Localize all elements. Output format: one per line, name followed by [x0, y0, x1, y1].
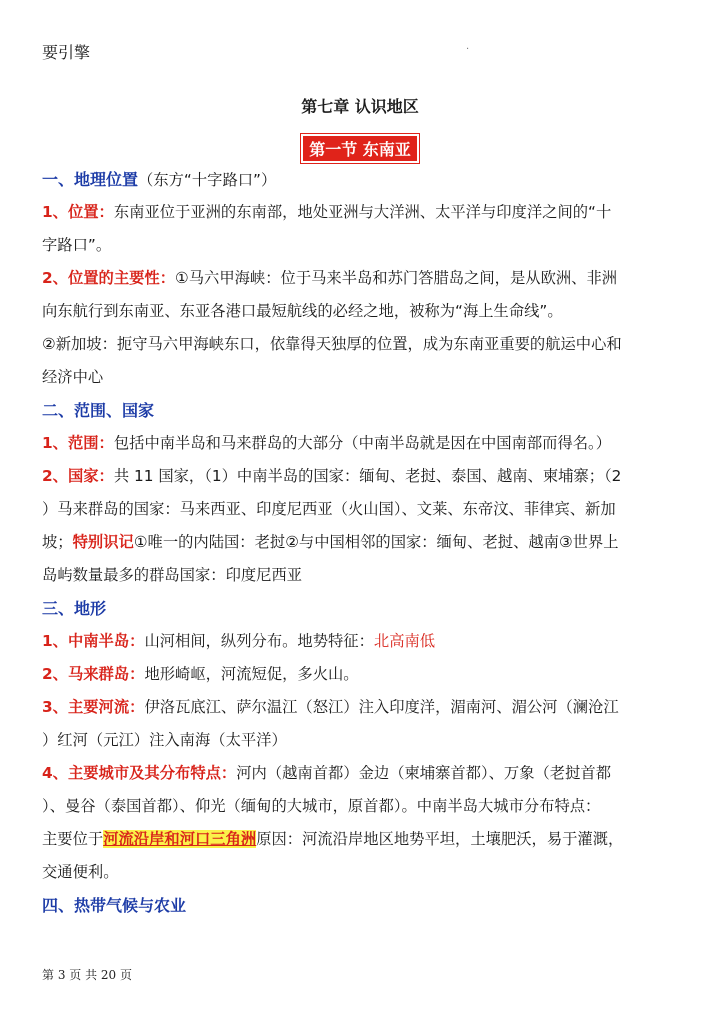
- heading-terrain: 三、地形: [42, 599, 107, 618]
- item-label: 1、范围：: [42, 434, 114, 452]
- item-text: ①唯一的内陆国：老挝②与中国相邻的国家：缅甸、老挝、越南③世界上: [133, 533, 619, 551]
- terrain-feature: 北高南低: [373, 632, 436, 650]
- item-text: ①马六甲海峡：位于马来半岛和苏门答腊岛之间，是从欧洲、非洲: [175, 269, 618, 287]
- chapter-title: 第七章 认识地区: [301, 97, 419, 116]
- paragraph-line: [42, 625, 682, 658]
- item-text: 伊洛瓦底江、萨尔温江（怒江）注入印度洋，湄南河、湄公河（澜沧江: [144, 698, 619, 716]
- item-label: 4、主要城市及其分布特点：: [42, 764, 237, 782]
- section-title-wrap: [0, 134, 720, 163]
- item-label: 1、位置：: [42, 203, 114, 221]
- paragraph-line: [42, 460, 682, 493]
- item-text: 包括中南半岛和马来群岛的大部分（中南半岛就是因在中国南部而得名。）: [113, 434, 611, 452]
- paragraph-line: ）、曼谷（泰国首都）、仰光（缅甸的大城市，原首都）。中南半岛大城市分布特点：: [42, 797, 601, 815]
- speck-mark: ·: [466, 44, 470, 55]
- paragraph-line: [42, 658, 682, 691]
- heading-number: 一、: [42, 170, 75, 189]
- item-label: 2、国家：: [42, 467, 114, 485]
- paragraph-line: ②新加坡：扼守马六甲海峡东口，依靠得天独厚的位置，成为东南亚重要的航运中心和: [42, 335, 622, 353]
- paragraph-line: ）马来群岛的国家：马来西亚、印度尼西亚（火山国）、文莱、东帝汶、菲律宾、新加: [42, 500, 616, 518]
- item-label: 1、中南半岛：: [42, 632, 145, 650]
- paragraph-line: [42, 427, 682, 460]
- heading-climate-agriculture: 四、热带气候与农业: [42, 896, 187, 915]
- heading-geo-location: [42, 163, 682, 196]
- header-note: 要引擎: [42, 43, 91, 62]
- paragraph-line: ）红河（元江）注入南海（太平洋）: [42, 731, 287, 749]
- item-text: 原因：河流沿岸地区地势平坦，土壤肥沃，易于灌溉，: [256, 830, 624, 848]
- paragraph-line: 岛屿数量最多的群岛国家：印度尼西亚: [42, 566, 303, 584]
- heading-scope-countries: 二、范围、国家: [42, 401, 155, 420]
- item-text: 河内（越南首都）金边（柬埔寨首都）、万象（老挝首都: [236, 764, 611, 782]
- item-text: 坡；: [42, 533, 73, 551]
- paragraph-line: [42, 262, 682, 295]
- paragraph-line: 字路口”。: [42, 236, 112, 254]
- item-text: 地形崎岖，河流短促，多火山。: [144, 665, 359, 683]
- paragraph-line: [42, 757, 682, 790]
- paragraph-line: 经济中心: [42, 368, 104, 386]
- paragraph-line: [42, 823, 682, 856]
- paragraph-line: [42, 196, 682, 229]
- section-title: 第一节 东南亚: [301, 134, 419, 163]
- item-label: 2、马来群岛：: [42, 665, 145, 683]
- document-body: [42, 163, 682, 922]
- paragraph-line: 交通便利。: [42, 863, 119, 881]
- item-label: 3、主要河流：: [42, 698, 145, 716]
- paragraph-line: [42, 526, 682, 559]
- paragraph-line: [42, 691, 682, 724]
- item-text: 山河相间，纵列分布。地势特征：: [144, 632, 374, 650]
- item-label: 2、位置的主要性：: [42, 269, 176, 287]
- heading-text: 地理位置: [74, 170, 139, 189]
- item-text: 东南亚位于亚洲的东南部，地处亚洲与大洋洲、太平洋与印度洋之间的“十: [113, 203, 612, 221]
- heading-note: （东方“十字路口”）: [138, 171, 277, 189]
- item-text: 主要位于: [42, 830, 104, 848]
- highlighted-text: 河流沿岸和河口三角洲: [103, 830, 257, 848]
- page-footer: 第 3 页 共 20 页: [42, 968, 132, 982]
- special-note-label: 特别识记: [72, 533, 134, 551]
- item-text: 共 11 国家，（1）中南半岛的国家：缅甸、老挝、泰国、越南、柬埔寨；（2: [113, 467, 622, 485]
- paragraph-line: 向东航行到东南亚、东亚各港口最短航线的必经之地，被称为“海上生命线”。: [42, 302, 563, 320]
